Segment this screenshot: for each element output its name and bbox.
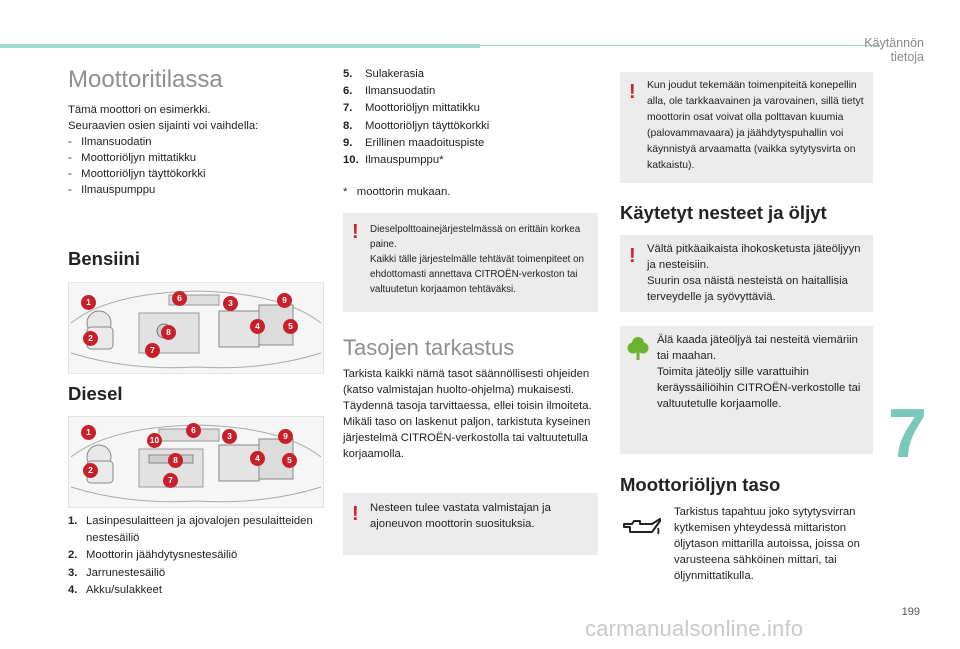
list-number: 1. <box>68 515 78 527</box>
eco-note-line: Toimita jäteöljy sille varattuihin keräyssäiliöihin CITROËN-verkostolle tai valtuutetulle korjaamolle. <box>657 366 861 410</box>
petrol-heading: Bensiini <box>68 248 140 269</box>
levels-text <box>343 366 595 462</box>
list-label: Erillinen maadoituspiste <box>365 136 485 149</box>
list-number: 6. <box>343 85 353 98</box>
warning-text: Kun joudut tekemään toimenpiteitä konepellin alla, ole tarkkaavainen ja varovainen, sillä tietyt moottorin osat voivat olla polttavan kuumia (palovammavaara) ja jäähdytyspuhallin voi käynnistyä arvaamatta (vaikka sytytysvirta on katkaistu). <box>647 80 864 171</box>
list-label: Jarrunestesäiliö <box>86 566 166 579</box>
levels-paragraph: Tarkista kaikki nämä tasot säännöllisesti ohjeiden (katso valmistajan huolto-ohjelma) mukaisesti. Täydennä tasoja tarvittaessa, ellei toisin ilmoiteta. <box>343 368 592 412</box>
intro-line: Seuraavien osien sijainti voi vaihdella: <box>68 120 259 132</box>
eco-note-text <box>657 332 865 412</box>
marker-2: 2 <box>83 331 98 346</box>
parts-list-2 <box>343 66 593 169</box>
list-item <box>68 565 326 582</box>
warning-box-hot-engine <box>620 72 873 183</box>
marker-10: 10 <box>147 433 162 448</box>
intro-line: - Ilmauspumppu <box>68 184 156 196</box>
diesel-heading: Diesel <box>68 383 123 404</box>
intro-line: - Ilmansuodatin <box>68 136 152 148</box>
marker-4: 4 <box>250 451 265 466</box>
marker-1: 1 <box>81 425 96 440</box>
watermark: carmanualsonline.info <box>585 616 804 641</box>
warning-text: Nesteen tulee vastata valmistajan ja ajoneuvon moottorin suosituksia. <box>370 502 551 530</box>
warning-line: Suurin osa näistä nesteistä on haitallisia terveydelle ja syövyttäviä. <box>647 275 848 303</box>
list-number: 9. <box>343 136 353 149</box>
eco-note-line: Älä kaada jäteöljyä tai nesteitä viemäriin tai maahan. <box>657 334 858 362</box>
header-accent-line <box>480 45 880 46</box>
list-label: Ilmauspumppu* <box>365 154 444 167</box>
list-label: Sulakerasia <box>365 68 425 80</box>
list-number: 4. <box>68 583 78 596</box>
intro-text <box>68 102 318 198</box>
list-item <box>343 83 593 100</box>
fluids-title: Käytetyt nesteet ja öljyt <box>620 202 827 223</box>
intro-line: Tämä moottori on esimerkki. <box>68 104 211 116</box>
eco-note-box <box>620 326 873 454</box>
intro-line: - Moottoriöljyn mittatikku <box>68 152 197 164</box>
warning-exclamation-icon: ! <box>629 81 636 103</box>
list-label: Moottoriöljyn mittatikku <box>365 102 480 115</box>
intro-line: - Moottoriöljyn täyttökorkki <box>68 168 206 180</box>
marker-8: 8 <box>161 325 176 340</box>
marker-2: 2 <box>83 463 98 478</box>
marker-7: 7 <box>163 473 178 488</box>
warning-line: Kaikki tälle järjestelmälle tehtävät toimenpiteet on ehdottomasti annettava CITROËN-verkoston tai valtuutetun korjaamon tehtäväksi. <box>370 254 585 295</box>
marker-6: 6 <box>172 291 187 306</box>
warning-line: Vältä pitkäaikaista ihokosketusta jäteöljyyn ja nesteisiin. <box>647 243 861 271</box>
list-item <box>343 135 593 152</box>
chapter-number: 7 <box>888 394 927 472</box>
header-accent-bar <box>0 44 480 48</box>
list-item <box>343 152 593 169</box>
marker-8: 8 <box>168 453 183 468</box>
list-number: 2. <box>68 549 78 562</box>
list-label: Moottoriöljyn täyttökorkki <box>365 119 490 132</box>
list-number: 10. <box>343 154 359 167</box>
marker-1: 1 <box>81 295 96 310</box>
list-label: Akku/sulakkeet <box>86 583 162 596</box>
marker-9: 9 <box>278 429 293 444</box>
warning-text <box>370 222 590 297</box>
section-title: Käytännön tietoja <box>864 36 924 64</box>
list-number: 8. <box>343 119 353 132</box>
levels-paragraph: Mikäli taso on laskenut paljon, tarkistuta kyseinen järjestelmä CITROËN-verkostolla tai valtuutetulla korjaamolla. <box>343 416 591 460</box>
list-number: 7. <box>343 102 353 115</box>
list-item <box>343 118 593 135</box>
list-number: 3. <box>68 566 78 579</box>
marker-5: 5 <box>282 453 297 468</box>
oil-level-text: Tarkistus tapahtuu joko sytytysvirran kytkemisen yhteydessä mittariston öljytason mittarilla autoissa, joissa on varusteena sähköinen mittari, tai öljynmittatikulla. <box>674 506 860 582</box>
marker-3: 3 <box>223 296 238 311</box>
marker-4: 4 <box>250 319 265 334</box>
list-item <box>68 582 326 599</box>
parts-list-1 <box>68 513 326 599</box>
marker-7: 7 <box>145 343 160 358</box>
warning-box-oils <box>620 235 873 312</box>
page-number: 199 <box>901 606 920 618</box>
marker-3: 3 <box>222 429 237 444</box>
oil-level-title: Moottoriöljyn taso <box>620 474 781 495</box>
warning-line: Dieselpolttoainejärjestelmässä on erittäin korkea paine. <box>370 224 581 250</box>
list-item <box>343 100 593 117</box>
eco-tree-icon <box>627 335 649 361</box>
list-label: Ilmansuodatin <box>365 85 436 98</box>
warning-box-fluids <box>343 493 598 555</box>
warning-box-diesel <box>343 213 598 312</box>
marker-5: 5 <box>283 319 298 334</box>
list-number: 5. <box>343 68 353 80</box>
marker-9: 9 <box>277 293 292 308</box>
list-item <box>343 66 593 83</box>
list-item <box>68 547 326 564</box>
warning-exclamation-icon: ! <box>352 503 359 525</box>
list-label: Lasinpesulaitteen ja ajovalojen pesulaitteiden nestesäiliö <box>86 515 313 545</box>
list-item <box>68 513 326 547</box>
footnote: * moottorin mukaan. <box>343 186 451 198</box>
levels-title: Tasojen tarkastus <box>343 335 515 360</box>
warning-exclamation-icon: ! <box>352 221 359 243</box>
petrol-engine-illustration <box>68 282 324 374</box>
warning-exclamation-icon: ! <box>629 245 636 267</box>
list-label: Moottorin jäähdytysnestesäiliö <box>86 549 238 562</box>
diesel-engine-illustration <box>68 416 324 508</box>
oil-can-icon <box>622 516 662 538</box>
marker-6: 6 <box>186 423 201 438</box>
warning-text <box>647 241 865 305</box>
page-title: Moottoritilassa <box>68 66 223 93</box>
